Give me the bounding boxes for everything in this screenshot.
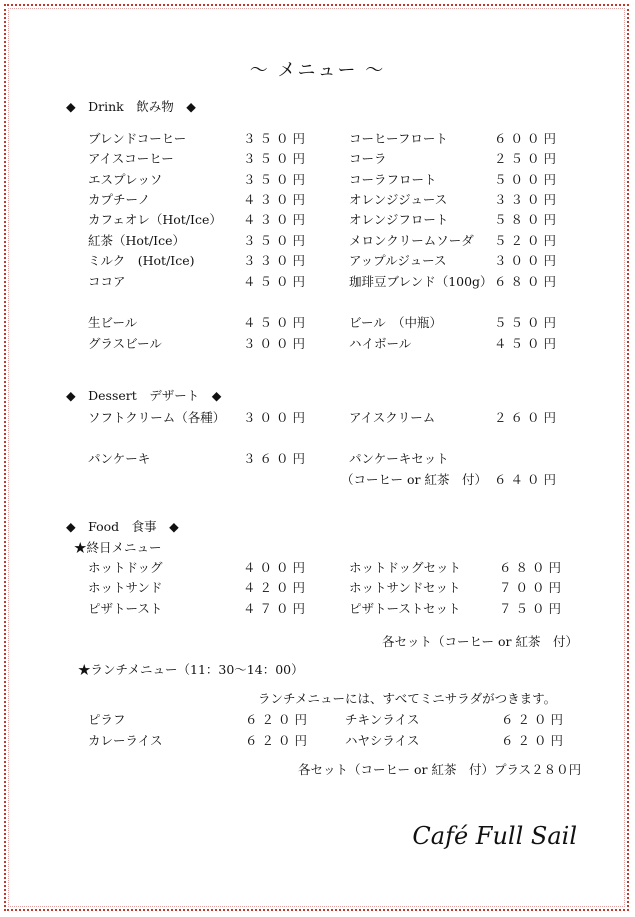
menu-item-price: ５５０円: [494, 315, 561, 330]
menu-item-name: ピラフ: [88, 712, 126, 727]
menu-item-name: カレーライス: [88, 733, 163, 748]
menu-item-price: ４２０円: [243, 580, 310, 595]
menu-item-price: ４３０円: [243, 192, 310, 207]
menu-item-price: ４５０円: [243, 315, 310, 330]
menu-item-name: パンケーキセット: [349, 451, 449, 466]
menu-item-price: ４５０円: [243, 274, 310, 289]
menu-item-price: ２６０円: [494, 410, 561, 425]
menu-item-price: ５２０円: [494, 233, 561, 248]
menu-item-name: チキンライス: [345, 712, 420, 727]
menu-item-name: パンケーキ: [88, 451, 151, 466]
food-header: ◆ Food 食事 ◆: [66, 519, 179, 534]
menu-item-price: ３３０円: [494, 192, 561, 207]
lunch-set-note: 各セット（コーヒー or 紅茶 付）プラス２８０円: [298, 762, 582, 777]
lunch-note: ランチメニューには、すべてミニサラダがつきます。: [258, 691, 557, 706]
menu-item-name: アップルジュース: [349, 253, 447, 268]
menu-item-price: ７５０円: [499, 601, 566, 616]
menu-item-price: ３３０円: [243, 253, 310, 268]
menu-item-name: 珈琲豆ブレンド（100g）: [349, 274, 493, 289]
menu-item-price: ６２０円: [245, 712, 312, 727]
menu-item-name: 紅茶（Hot/Ice）: [88, 233, 185, 248]
menu-item-price: ６２０円: [501, 733, 568, 748]
menu-item-name: アイスクリーム: [349, 410, 436, 425]
menu-item-price: ４５０円: [494, 336, 561, 351]
menu-item-price: ４００円: [243, 560, 310, 575]
menu-item-note: （コーヒー or 紅茶 付）: [341, 472, 487, 487]
menu-item-name: 生ビール: [88, 315, 138, 330]
menu-item-name: コーヒーフロート: [349, 131, 448, 146]
menu-item-name: ホットドッグ: [88, 560, 163, 575]
menu-item-name: コーラ: [349, 151, 387, 166]
drink-header: ◆ Drink 飲み物 ◆: [66, 99, 196, 114]
menu-item-price: ６８０円: [494, 274, 561, 289]
page-title: ～ メニュー ～: [249, 60, 386, 81]
menu-item-price: ３００円: [243, 336, 310, 351]
menu-item-name: ホットサンドセット: [349, 580, 461, 595]
menu-item-name: ホットドッグセット: [349, 560, 462, 575]
menu-item-price: ５００円: [494, 172, 561, 187]
menu-item-price: ６２０円: [501, 712, 568, 727]
menu-item-name: ビール （中瓶）: [349, 315, 443, 330]
menu-item-name: ココア: [88, 274, 126, 289]
menu-item-price: ３５０円: [243, 172, 310, 187]
menu-item-price: ６００円: [494, 131, 561, 146]
menu-item-price: ６４０円: [494, 472, 561, 487]
menu-item-name: カフェオレ（Hot/Ice）: [88, 212, 222, 227]
menu-item-price: ３５０円: [243, 131, 310, 146]
menu-item-price: ３６０円: [243, 451, 310, 466]
menu-item-price: ４３０円: [243, 212, 310, 227]
lunch-menu-label: ★ランチメニュー（11：30～14：00）: [78, 662, 304, 677]
menu-item-name: オレンジジュース: [349, 192, 448, 207]
menu-item-price: ３５０円: [243, 151, 310, 166]
menu-item-name: ソフトクリーム（各種）: [88, 410, 226, 425]
menu-item-name: グラスビール: [88, 336, 162, 351]
menu-item-name: エスプレッソ: [88, 172, 163, 187]
menu-item-price: ６８０円: [499, 560, 566, 575]
menu-item-name: ハイボール: [349, 336, 412, 351]
dessert-header: ◆ Dessert デザート ◆: [66, 388, 222, 403]
menu-item-price: ６２０円: [245, 733, 312, 748]
menu-item-price: ３５０円: [243, 233, 310, 248]
menu-item-name: ハヤシライス: [345, 733, 420, 748]
menu-item-name: コーラフロート: [349, 172, 437, 187]
menu-item-price: ３００円: [494, 253, 561, 268]
menu-item-name: ミルク (Hot/Ice): [88, 253, 195, 268]
menu-item-name: カプチーノ: [88, 192, 151, 207]
menu-item-name: ブレンドコーヒー: [88, 131, 187, 146]
menu-item-price: ７００円: [499, 580, 566, 595]
menu-item-name: ピザトースト: [88, 601, 163, 616]
menu-item-price: ３００円: [243, 410, 310, 425]
menu-item-price: ５８０円: [494, 212, 561, 227]
menu-item-name: オレンジフロート: [349, 212, 449, 227]
cafe-signature: Café Full Sail: [412, 822, 577, 850]
menu-item-name: メロンクリームソーダ: [349, 233, 474, 248]
menu-item-name: ホットサンド: [88, 580, 163, 595]
set-note: 各セット（コーヒー or 紅茶 付）: [382, 634, 578, 649]
menu-item-price: ４７０円: [243, 601, 310, 616]
menu-item-name: アイスコーヒー: [88, 151, 174, 166]
menu-item-price: ２５０円: [494, 151, 561, 166]
menu-item-name: ピザトーストセット: [349, 601, 461, 616]
allday-menu-label: ★終日メニュー: [74, 540, 162, 555]
